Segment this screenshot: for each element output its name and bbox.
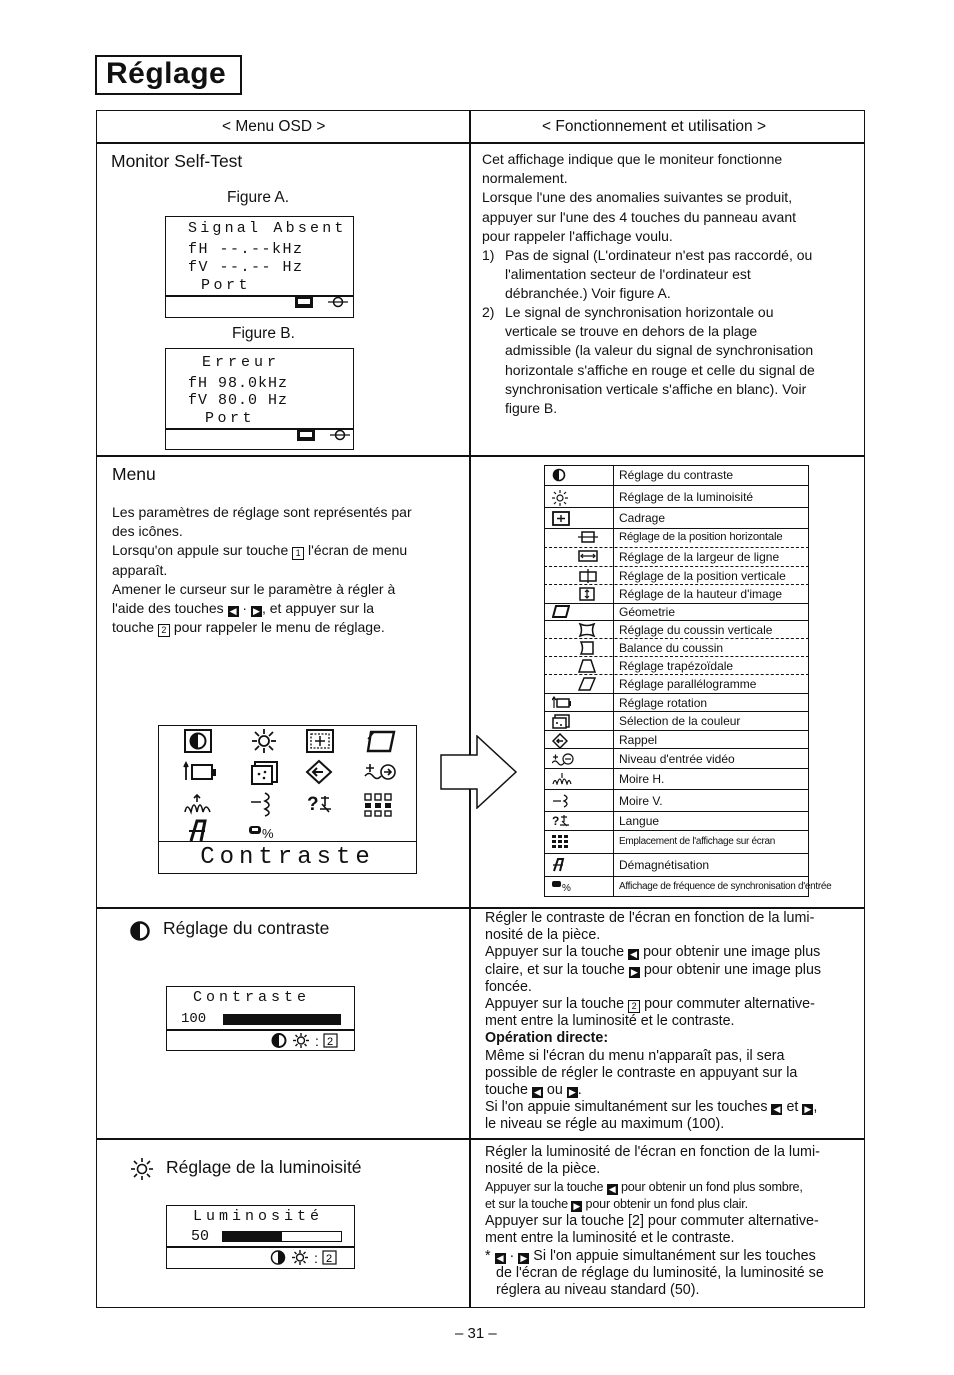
- text-line: verticale se trouve en dehors de la plage: [505, 323, 758, 340]
- text-fragment: touche: [485, 1082, 528, 1099]
- h-position-icon: [578, 531, 598, 546]
- osd-value: 50: [191, 1228, 210, 1245]
- text-fragment: Si l'on appuie simultanément sur les touches: [533, 1247, 816, 1264]
- icon-legend-row: [544, 584, 809, 604]
- icon-legend-label: Langue: [619, 814, 660, 828]
- icon-legend-label: Affichage de fréquence de synchronisation d'entrée: [619, 881, 832, 892]
- text-line: figure B.: [505, 400, 558, 417]
- menu-title: Menu: [112, 464, 156, 484]
- osd-separator: [166, 428, 353, 430]
- icon-legend-label: Réglage du contraste: [619, 468, 734, 482]
- pin-balance-icon: [578, 641, 596, 658]
- osd-line: Signal Absent: [188, 220, 347, 237]
- text-fragment: pour rappeler le menu de réglage.: [173, 619, 385, 636]
- frequency-icon: [552, 880, 576, 895]
- geometry-icon: [552, 605, 570, 621]
- icon-legend-label: Réglage de la position horizontale: [619, 531, 783, 543]
- icon-legend-row: [544, 466, 809, 485]
- icon-legend-row: [544, 620, 809, 639]
- text-line: de l'écran de réglage du luminosité, la luminosité se: [496, 1265, 824, 1282]
- text-line: Régler la luminosité de l'écran en fonction de la lumi-: [485, 1144, 820, 1160]
- text-line: [112, 541, 412, 560]
- rotation-icon: [184, 763, 216, 780]
- icon-legend-label: Moire H.: [619, 772, 665, 786]
- osd-position-icon: [365, 794, 391, 816]
- recall-icon: [307, 761, 331, 783]
- icon-legend-label: Géometrie: [619, 605, 676, 619]
- osd-line: fV 80.0 Hz: [188, 392, 289, 409]
- text-line: [485, 1179, 824, 1196]
- icon-legend-label: Niveau d'entrée vidéo: [619, 751, 735, 766]
- text-line: Appuyer sur la touche [2] pour commuter alternative-: [485, 1213, 819, 1230]
- text-line: Si l'on appuie simultanément sur les touches ◀ et ▶ ,: [485, 1099, 818, 1116]
- text-fragment: Si l'on appuie simultanément sur les touches: [485, 1099, 768, 1116]
- arrow-right-icon: [440, 735, 518, 809]
- icon-legend-row: [544, 547, 809, 567]
- svg-text::: :: [314, 1250, 318, 1266]
- menu-description: [112, 503, 412, 637]
- icon-legend-row: [544, 566, 809, 585]
- osd-line: Erreur: [202, 354, 281, 371]
- text-fragment: , et appuyer sur la: [261, 600, 375, 617]
- text-line: [485, 962, 821, 979]
- osd-position-icon: [552, 835, 568, 851]
- text-fragment: pour obtenir un fond plus clair.: [585, 1196, 748, 1211]
- icon-legend-row: [544, 748, 809, 769]
- text-line: [485, 1196, 824, 1213]
- icon-legend-label: Réglage de la largeur de ligne: [619, 550, 780, 564]
- header-divider: [96, 142, 865, 144]
- moire-h-icon: [552, 772, 572, 788]
- self-test-item-number: 2): [482, 304, 495, 320]
- rotation-icon: [552, 696, 572, 712]
- text-fragment: et sur la touche: [485, 1196, 568, 1211]
- icon-legend-label: Réglage de la hauteur d'image: [619, 587, 783, 601]
- left-key-icon: ◀: [495, 1253, 506, 1264]
- brightness-osd: [166, 1205, 355, 1269]
- icon-legend-row: [544, 507, 809, 529]
- self-test-item-1: [505, 246, 812, 304]
- icon-legend-row: [544, 674, 809, 694]
- language-icon: [307, 794, 331, 815]
- page-title-box: [95, 55, 242, 95]
- key-2-icon: 2: [628, 1000, 640, 1013]
- color-icon: [252, 762, 277, 784]
- framing-icon: [552, 511, 570, 529]
- text-fragment: l'aide des touches: [112, 600, 224, 617]
- osd-line: fH 98.0kHz: [188, 375, 289, 392]
- degauss-icon: [189, 821, 205, 841]
- text-line: [485, 944, 821, 961]
- col-header-osd: < Menu OSD >: [222, 118, 326, 135]
- text-line: le niveau se régle au maximum (100).: [485, 1116, 725, 1133]
- osd-value: 100: [181, 1011, 207, 1027]
- figure-a-label: Figure A.: [227, 189, 290, 206]
- text-line: [485, 1248, 824, 1265]
- right-key-icon: ▶: [251, 606, 262, 617]
- text-line: touche ◀ ou ▶ .: [485, 1082, 582, 1099]
- text-line: possible de régler le contraste en appuyant sur la: [485, 1064, 798, 1081]
- brightness-title: Réglage de la luminoisité: [166, 1157, 362, 1177]
- text-fragment: pour obtenir une image plus: [643, 944, 821, 961]
- contrast-level-fill: [224, 1015, 340, 1024]
- osd-line: fV --.-- Hz: [188, 259, 304, 276]
- row-divider: [96, 455, 865, 457]
- text-line: horizontale s'affiche en rouge et celle du signal de: [505, 361, 815, 378]
- text-line: nosité de la pièce.: [485, 927, 601, 944]
- osd-menu-grid: [158, 725, 417, 874]
- osd-title: Contraste: [193, 989, 311, 1006]
- svg-text:2: 2: [326, 1253, 333, 1265]
- contrast-title: Réglage du contraste: [163, 918, 330, 938]
- pincushion-icon: [578, 623, 596, 640]
- icon-legend-label: Réglage de la position verticale: [619, 568, 786, 583]
- key-1-icon: 1: [292, 547, 304, 560]
- left-key-icon: ◀: [628, 949, 639, 960]
- text-line: Cet affichage indique que le moniteur fonctionne: [482, 151, 783, 167]
- width-icon: [578, 550, 598, 565]
- contrast-icon: [185, 730, 211, 752]
- text-fragment: pour obtenir une image plus: [643, 961, 822, 978]
- self-test-item-number: 1): [482, 247, 495, 263]
- trapezoid-icon: [578, 659, 596, 676]
- text-line: synchronisation verticale s'affiche en blanc). Voir: [505, 380, 807, 397]
- icon-legend-row: [544, 693, 809, 712]
- osd-title: Luminosité: [193, 1208, 324, 1225]
- osd-line: Port: [201, 277, 252, 294]
- language-icon: [552, 814, 572, 830]
- text-line: ment entre la luminosité et le contraste.: [485, 1013, 735, 1030]
- moire-v-icon: [251, 793, 269, 816]
- text-line: l'alimentation secteur de l'ordinateur est: [505, 266, 751, 283]
- brightness-icon: [129, 1157, 155, 1181]
- brightness-level-fill: [223, 1232, 282, 1241]
- degauss-icon: [552, 858, 566, 875]
- text-line: Le signal de synchronisation horizontale ou: [505, 304, 774, 320]
- moire-v-icon: [552, 794, 572, 811]
- icon-legend-label: Réglage trapézoïdale: [619, 658, 734, 673]
- brightness-level-track: [222, 1231, 342, 1242]
- svg-text::: :: [315, 1033, 319, 1049]
- icon-legend-row: [544, 830, 809, 854]
- text-fragment: claire, et sur la touche: [485, 961, 625, 978]
- text-fragment: Appuyer sur la touche: [485, 944, 625, 961]
- left-key-icon: ◀: [228, 606, 239, 617]
- framing-icon: [307, 730, 333, 752]
- parallelogram-icon: [578, 677, 596, 694]
- frequency-icon: [249, 826, 274, 841]
- text-fragment: pour obtenir un fond plus sombre,: [620, 1179, 803, 1194]
- text-fragment: *: [485, 1247, 491, 1264]
- icon-legend-row: [544, 528, 809, 548]
- svg-text:?: ?: [307, 794, 319, 815]
- text-line: ment entre la luminosité et le contraste.: [485, 1230, 735, 1247]
- self-test-item-2: [505, 303, 815, 418]
- text-fragment: ou: [546, 1082, 563, 1099]
- v-position-icon: [578, 569, 598, 586]
- icon-legend-row: [544, 711, 809, 731]
- text-line: normalement.: [482, 170, 568, 187]
- text-line: [485, 996, 821, 1013]
- contrast-icon: [129, 920, 151, 942]
- contrast-osd: [166, 986, 355, 1051]
- osd-separator: [167, 1029, 354, 1031]
- osd-line: Port: [205, 410, 256, 427]
- right-key-icon: ▶: [571, 1201, 582, 1212]
- text-line: Même si l'écran du menu n'apparaît pas, il sera: [485, 1047, 785, 1064]
- direct-operation-heading: Opération directe:: [485, 1030, 609, 1047]
- self-test-title: Monitor Self-Test: [111, 151, 243, 171]
- icon-legend-label: Réglage de la luminoisité: [619, 489, 754, 504]
- text-fragment: Lorsqu'on appule sur touche: [112, 542, 289, 559]
- text-line: des icônes.: [112, 523, 183, 540]
- svg-text:%: %: [262, 826, 274, 841]
- text-line: Lorsque l'une des anomalies suivantes se produit,: [482, 189, 793, 206]
- left-key-icon: ◀: [532, 1087, 543, 1098]
- icon-legend-label: Rappel: [619, 732, 658, 747]
- osd-selected-label: Contraste: [159, 841, 416, 873]
- brightness-icon: [552, 490, 568, 509]
- key-2-icon: 2: [158, 624, 170, 637]
- height-icon: [578, 587, 596, 604]
- column-divider: [469, 110, 471, 1308]
- icon-legend-row: [544, 485, 809, 508]
- text-line: nosité de la pièce.: [485, 1161, 601, 1178]
- svg-text:2: 2: [327, 1036, 334, 1048]
- figure-b-osd: [165, 348, 354, 450]
- text-line: Régler le contraste de l'écran en fonction de la lumi-: [485, 910, 815, 926]
- text-line: foncée.: [485, 978, 532, 995]
- icon-legend-row: [544, 603, 809, 621]
- self-test-description: [482, 150, 796, 246]
- icon-legend-row: [544, 853, 809, 877]
- text-line: [112, 618, 412, 637]
- figure-b-label: Figure B.: [232, 325, 295, 342]
- osd-footer-icons: [270, 1249, 352, 1271]
- page-number: – 31 –: [455, 1325, 497, 1342]
- text-fragment: pour commuter alternative-: [644, 996, 815, 1013]
- icon-legend-row: [544, 876, 832, 898]
- icon-legend-label: Balance du coussin: [619, 640, 724, 655]
- left-key-icon: ◀: [771, 1104, 782, 1115]
- text-fragment: et: [786, 1099, 799, 1116]
- contrast-level-track: [223, 1014, 341, 1025]
- text-fragment: touche: [112, 619, 155, 636]
- text-line: Les paramètres de réglage sont représentés par: [112, 504, 412, 520]
- brightness-description: [485, 1144, 824, 1300]
- right-key-icon: ▶: [629, 967, 640, 978]
- svg-text:%: %: [562, 883, 571, 892]
- text-line: l'aide des touches ◀ · ▶ , et appuyer sur la: [112, 600, 375, 617]
- video-level-icon: [365, 764, 395, 779]
- text-fragment: ·: [509, 1247, 515, 1264]
- osd-footer-icons: [271, 1032, 353, 1054]
- osd-separator: [167, 1246, 354, 1248]
- text-line: pour rappeler l'affichage voulu.: [482, 227, 673, 244]
- contrast-description: [485, 910, 821, 1134]
- text-line: apparaît.: [112, 561, 168, 578]
- osd-separator: [166, 295, 353, 297]
- text-line: réglera au niveau standard (50).: [496, 1282, 700, 1299]
- left-key-icon: ◀: [607, 1184, 618, 1195]
- moire-h-icon: [185, 795, 210, 812]
- text-fragment: Appuyer sur la touche: [485, 996, 625, 1013]
- icon-legend-row: [544, 656, 809, 675]
- right-key-icon: ▶: [567, 1087, 578, 1098]
- osd-icon-grid-svg: [159, 726, 418, 844]
- icon-legend-row: [544, 811, 809, 831]
- svg-text:?: ?: [552, 814, 560, 827]
- icon-legend-row: [544, 789, 809, 812]
- icon-legend-label: Moire V.: [619, 793, 663, 808]
- video-level-icon: [552, 752, 574, 769]
- right-key-icon: ▶: [518, 1253, 529, 1264]
- col-header-function: < Fonctionnement et utilisation >: [542, 118, 767, 135]
- osd-line: fH --.--kHz: [188, 241, 304, 258]
- brightness-icon: [252, 729, 276, 753]
- icon-legend-label: Réglage du coussin verticale: [619, 622, 773, 637]
- icon-legend-row: [544, 730, 809, 749]
- text-line: Pas de signal (L'ordinateur n'est pas raccordé, ou: [505, 247, 813, 263]
- text-line: admissible (la valeur du signal de synchronisation: [505, 342, 814, 359]
- text-line: Amener le curseur sur le paramètre à régler à: [112, 580, 396, 597]
- row-divider: [96, 907, 865, 909]
- text-fragment: l'écran de menu: [308, 542, 408, 559]
- icon-legend-label: Démagnétisation: [619, 858, 710, 872]
- text-line: débranchée.) Voir figure A.: [505, 285, 671, 302]
- icon-legend-row: [544, 638, 809, 657]
- icon-legend-label: Réglage parallélogramme: [619, 677, 757, 691]
- icon-legend-label: Réglage rotation: [619, 695, 708, 710]
- page-title: Réglage: [106, 57, 227, 90]
- icon-legend-row: [544, 768, 809, 790]
- geometry-icon: [368, 732, 394, 751]
- icon-legend-label: Cadrage: [619, 511, 666, 525]
- contrast-icon: [552, 468, 566, 485]
- figure-a-osd: [165, 216, 354, 318]
- text-fragment: Appuyer sur la touche: [485, 1179, 604, 1194]
- port-connector-icon: [260, 410, 352, 465]
- icon-legend-label: Sélection de la couleur: [619, 714, 741, 728]
- right-key-icon: ▶: [802, 1104, 813, 1115]
- text-line: appuyer sur l'une des 4 touches du panneau avant: [482, 208, 797, 225]
- row-divider: [96, 1138, 865, 1140]
- icon-legend-label: Emplacement de l'affichage sur écran: [619, 836, 776, 847]
